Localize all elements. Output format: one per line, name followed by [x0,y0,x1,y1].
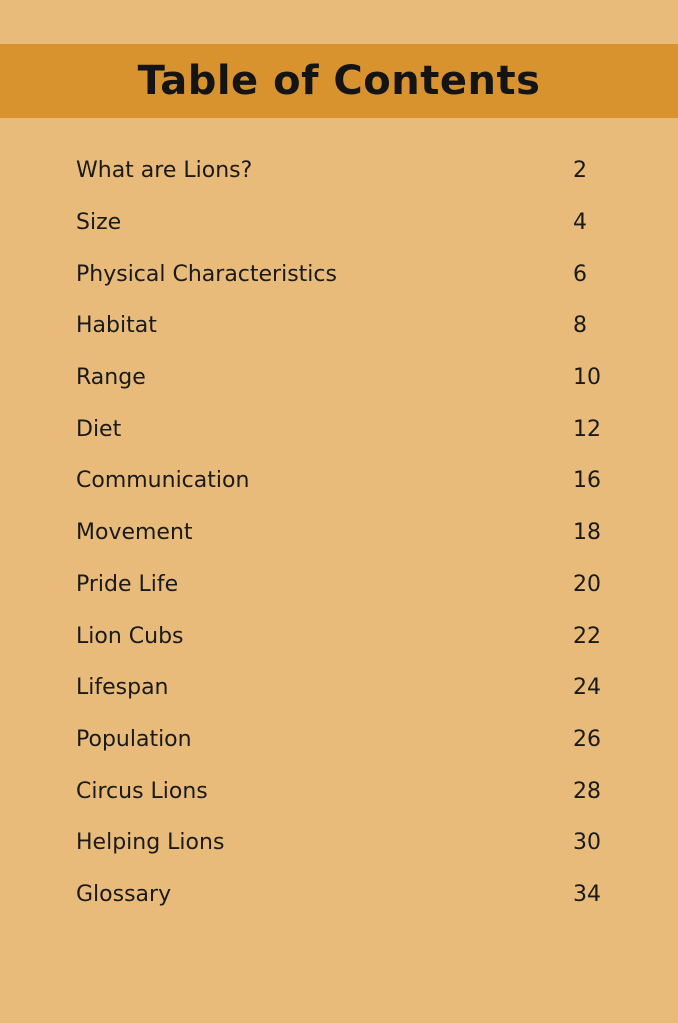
toc-entry [76,145,606,197]
toc-entry [76,352,606,404]
toc-entry-title: Range [76,365,146,391]
toc-entry-page: 24 [573,675,601,701]
toc-entry-page: 16 [573,468,601,494]
toc-entry [76,248,606,300]
toc-entry-page: 18 [573,520,601,546]
toc-entry [76,765,606,817]
toc-entry-page: 6 [573,261,587,287]
toc-entry-title: Lion Cubs [76,623,184,649]
toc-entry [76,197,606,249]
toc-entry-title: Pride Life [76,571,179,597]
toc-entry-page: 30 [573,830,601,856]
toc-entry-title: Helping Lions [76,830,225,856]
toc-entry-title: Glossary [76,881,172,907]
toc-entry-title: Movement [76,520,193,546]
toc-entry [76,559,606,611]
toc-entry [76,403,606,455]
toc-entry-page: 22 [573,623,601,649]
table-of-contents [76,145,606,920]
toc-entry-page: 20 [573,571,601,597]
toc-entry-title: Communication [76,468,250,494]
toc-entry-title: Circus Lions [76,778,208,804]
toc-entry-title: Population [76,726,192,752]
toc-entry-title: Habitat [76,313,157,339]
toc-entry-title: Diet [76,416,122,442]
toc-entry [76,662,606,714]
toc-entry-page: 28 [573,778,601,804]
toc-entry [76,610,606,662]
toc-entry-page: 10 [573,365,601,391]
toc-entry-page: 26 [573,726,601,752]
toc-entry-title: Size [76,210,122,236]
toc-entry-page: 12 [573,416,601,442]
page-title: Table of Contents [137,58,541,104]
toc-entry-title: Lifespan [76,675,169,701]
toc-entry-page: 34 [573,881,601,907]
toc-entry [76,455,606,507]
toc-entry-page: 8 [573,313,587,339]
toc-entry [76,714,606,766]
toc-entry-title: Physical Characteristics [76,261,337,287]
toc-entry [76,300,606,352]
toc-entry-page: 2 [573,158,587,184]
title-banner [0,44,678,118]
toc-entry [76,507,606,559]
toc-entry [76,869,606,921]
toc-entry-title: What are Lions? [76,158,253,184]
toc-entry-page: 4 [573,210,587,236]
toc-entry [76,817,606,869]
